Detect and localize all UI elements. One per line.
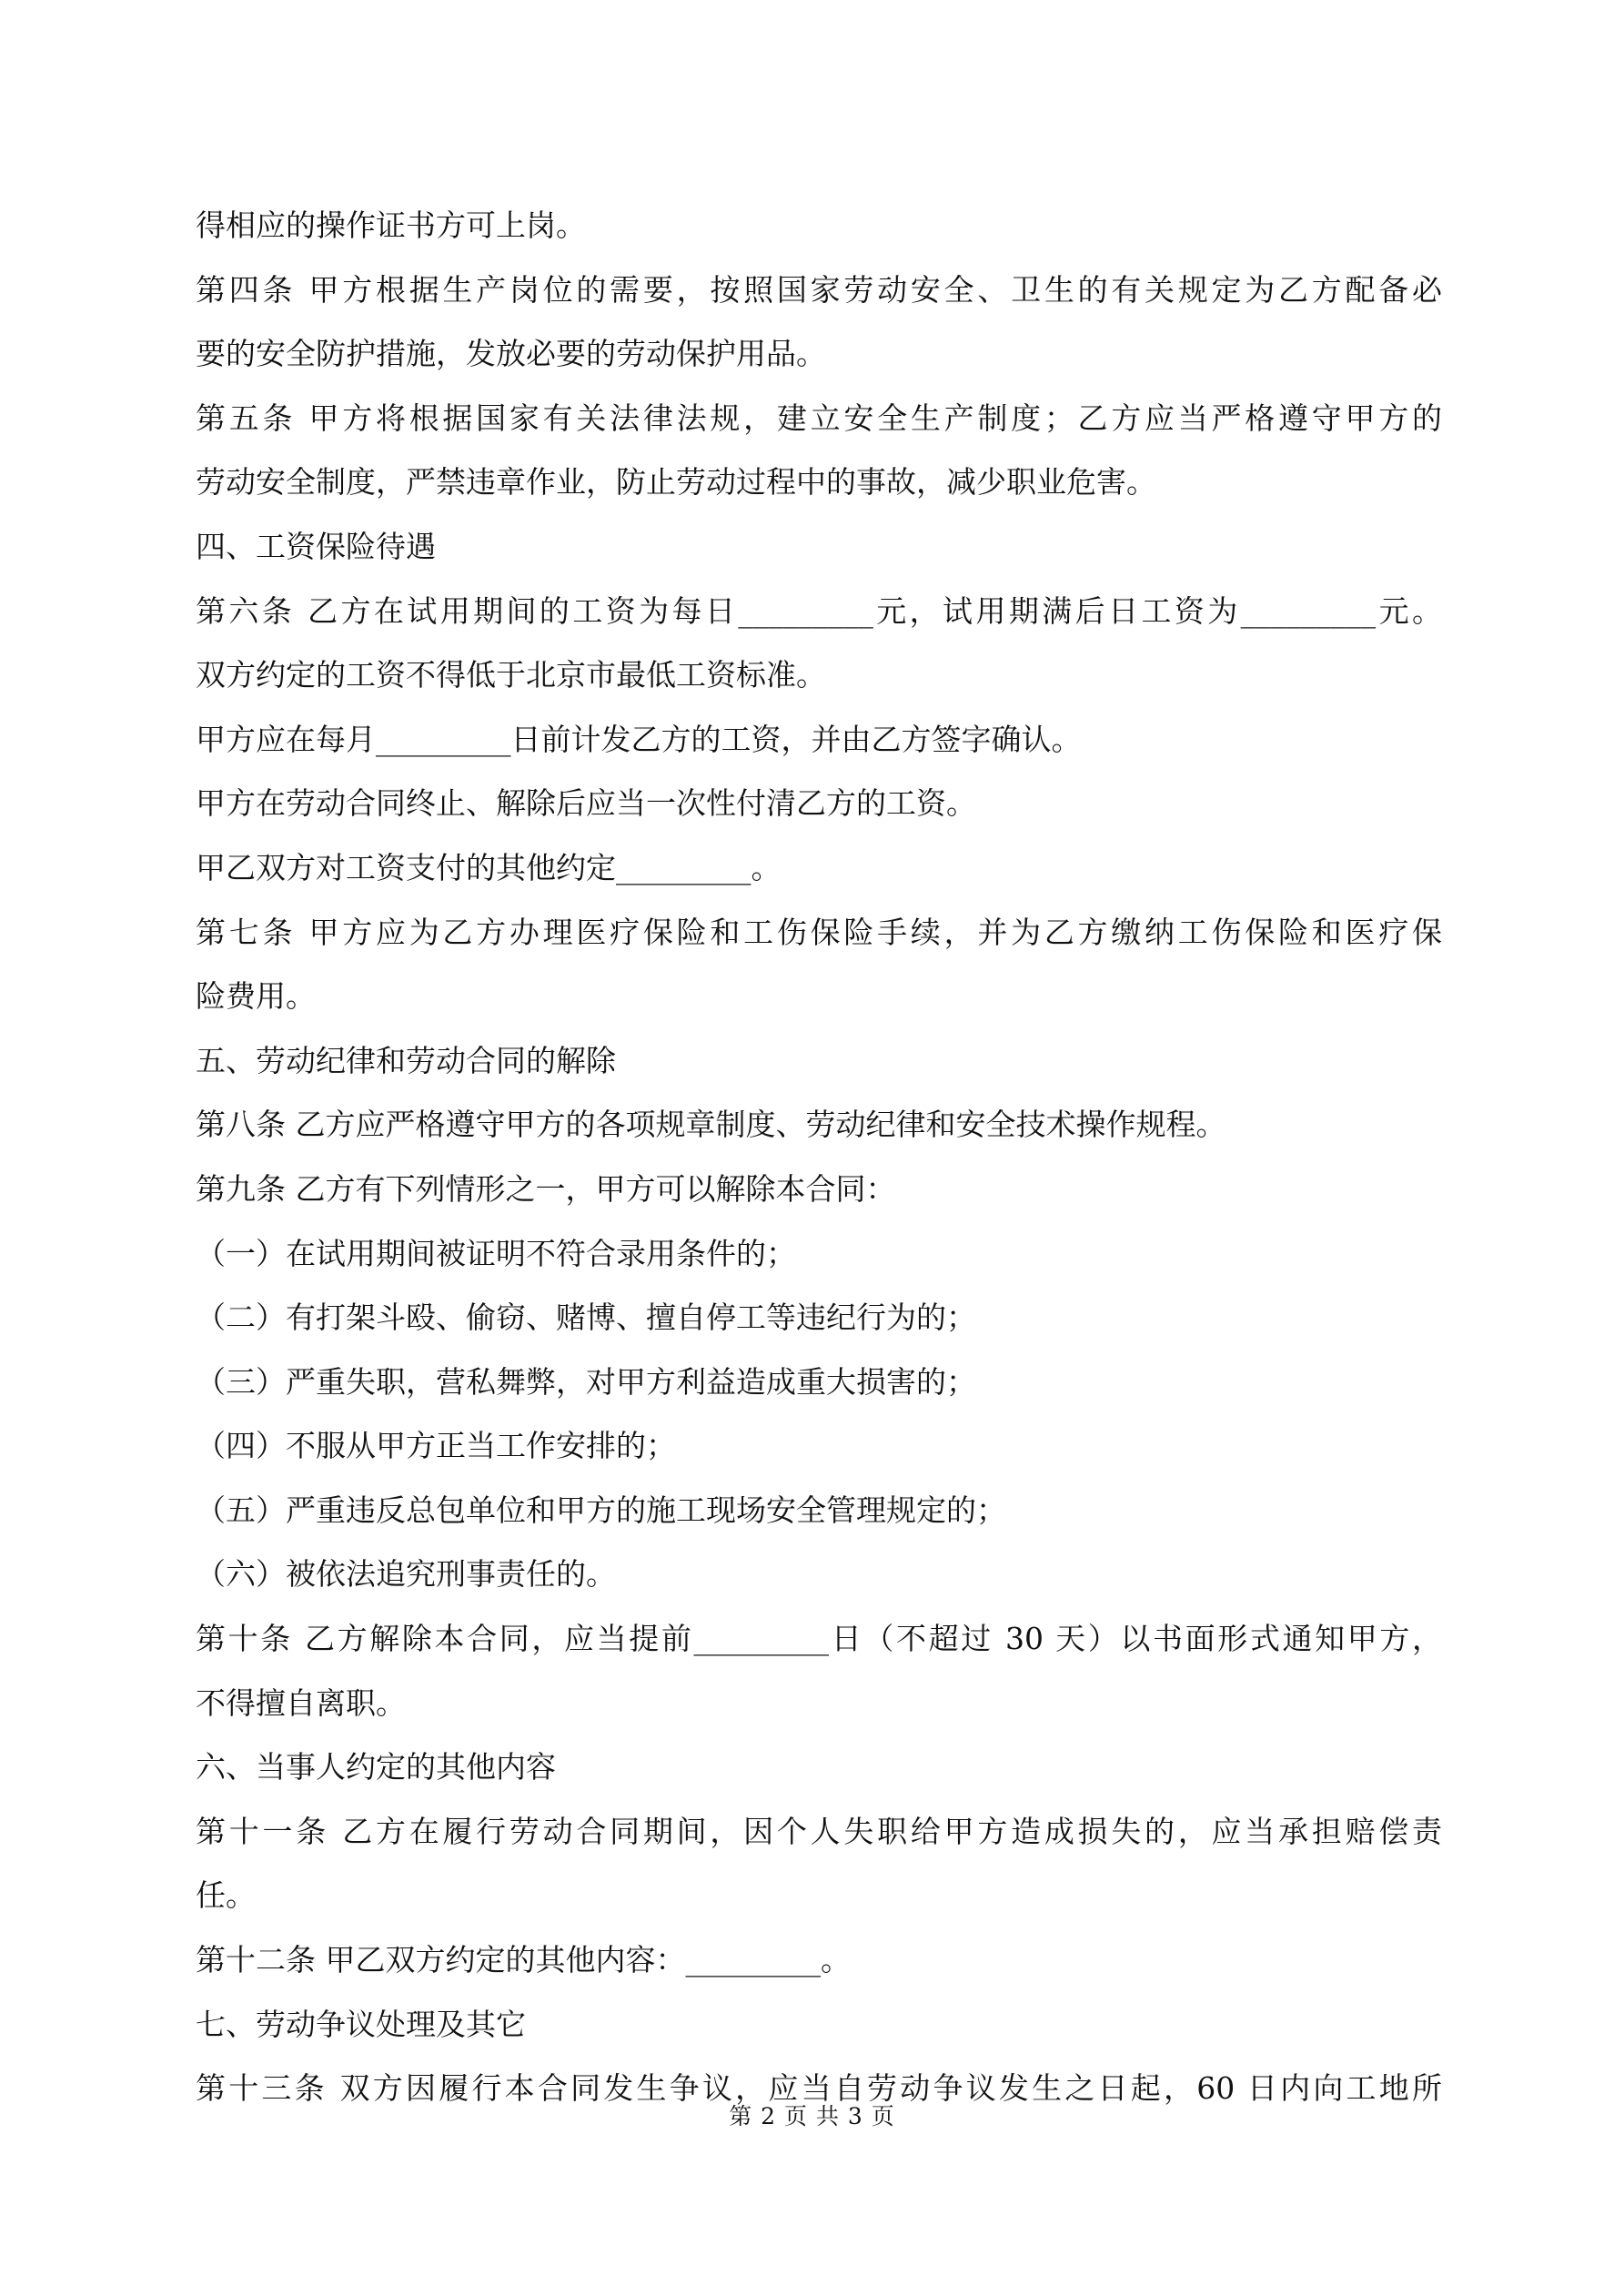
text-line: 第八条 乙方应严格遵守甲方的各项规章制度、劳动纪律和安全技术操作规程。 xyxy=(196,1107,1226,1143)
text-line: 第十三条 双方因履行本合同发生争议，应当自劳动争议发生之日起，60 日内向工地所 xyxy=(196,2070,1442,2107)
section-heading: 四、工资保险待遇 xyxy=(196,528,436,564)
list-item: （三）严重失职，营私舞弊，对甲方利益造成重大损害的； xyxy=(196,1363,976,1400)
text-line: 第九条 乙方有下列情形之一，甲方可以解除本合同： xyxy=(196,1170,896,1207)
text-line: 第五条 甲方将根据国家有关法律法规，建立安全生产制度；乙方应当严格遵守甲方的 xyxy=(196,400,1442,436)
text-line: 险费用。 xyxy=(196,978,316,1015)
text-line: 第七条 甲方应为乙方办理医疗保险和工伤保险手续，并为乙方缴纳工伤保险和医疗保 xyxy=(196,914,1442,950)
text-line: 甲乙双方对工资支付的其他约定_________。 xyxy=(196,849,782,885)
text-line: 第十条 乙方解除本合同，应当提前_________日（不超过 30 天）以书面形式通知甲方， xyxy=(196,1621,1442,1657)
section-heading: 六、当事人约定的其他内容 xyxy=(196,1749,556,1785)
text-line: 劳动安全制度，严禁违章作业，防止劳动过程中的事故，减少职业危害。 xyxy=(196,464,1156,501)
section-heading: 七、劳动争议处理及其它 xyxy=(196,2006,526,2042)
text-line: 得相应的操作证书方可上岗。 xyxy=(196,207,586,243)
text-line: 第四条 甲方根据生产岗位的需要，按照国家劳动安全、卫生的有关规定为乙方配备必 xyxy=(196,271,1442,308)
contract-body xyxy=(196,194,1442,2121)
list-item: （六）被依法追究刑事责任的。 xyxy=(196,1556,616,1593)
list-item: （五）严重违反总包单位和甲方的施工现场安全管理规定的； xyxy=(196,1492,1006,1528)
text-line: 任。 xyxy=(196,1877,256,1914)
text-line: 第十二条 甲乙双方约定的其他内容：_________。 xyxy=(196,1942,851,1978)
list-item: （一）在试用期间被证明不符合录用条件的； xyxy=(196,1235,796,1271)
text-line: 双方约定的工资不得低于北京市最低工资标准。 xyxy=(196,657,826,693)
text-line: 要的安全防护措施，发放必要的劳动保护用品。 xyxy=(196,336,826,372)
section-heading: 五、劳动纪律和劳动合同的解除 xyxy=(196,1042,616,1078)
text-line: 甲方应在每月_________日前计发乙方的工资，并由乙方签字确认。 xyxy=(196,721,1082,757)
page-number-footer: 第 2 页 共 3 页 xyxy=(729,2103,895,2129)
list-item: （二）有打架斗殴、偷窃、赌博、擅自停工等违纪行为的； xyxy=(196,1300,976,1336)
text-line: 第六条 乙方在试用期间的工资为每日_________元，试用期满后日工资为_________元。 xyxy=(196,592,1442,629)
text-line: 第十一条 乙方在履行劳动合同期间，因个人失职给甲方造成损失的，应当承担赔偿责 xyxy=(196,1813,1442,1849)
list-item: （四）不服从甲方正当工作安排的； xyxy=(196,1428,676,1464)
text-line: 甲方在劳动合同终止、解除后应当一次性付清乙方的工资。 xyxy=(196,785,976,822)
text-line: 不得擅自离职。 xyxy=(196,1684,406,1721)
